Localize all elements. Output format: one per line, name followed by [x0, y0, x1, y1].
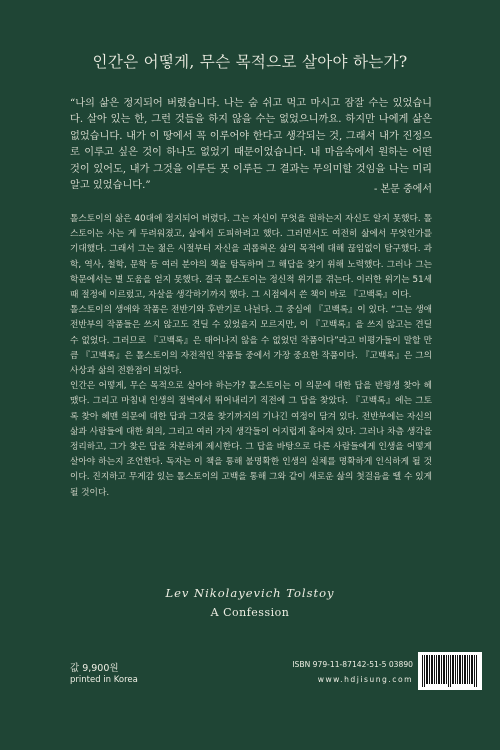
isbn-text: ISBN 979-11-87142-51-5 03890: [292, 660, 413, 669]
author-name-english: Lev Nikolayevich Tolstoy: [165, 586, 335, 600]
barcode-icon: [418, 652, 482, 690]
publisher-website: www.hdjisung.com: [317, 675, 413, 684]
price-label: 값 9,900원: [70, 663, 119, 674]
title-english: A Confession: [210, 606, 290, 619]
book-quote: “나의 삶은 정지되어 버렸습니다. 나는 숨 쉬고 먹고 마시고 잠잘 수는 있었습니다. 살아 있는 한, 그런 것들을 하지 않을 수는 없었으니까요. 하지만 나에게 삶은 없었습니다. 내가 이 땅에서 꼭 이루어야 한다고 생각되는 것, 그래서 내가 진정으로 이루고 싶은 것이 하나도 없었기 때문이었습니다. 내 마음속에서 원하는 어떤 것이 있어도, 내가 그것을 이루든 못 이루든 그 결과는 무의미할 것임을 나는 미리 알고 있었습니다.”: [70, 98, 432, 192]
description-paragraph: 톨스토이의 삶은 40대에 정지되어 버렸다. 그는 자신이 무엇을 원하는지 자신도 알지 못했다. 톨스토이는 사는 게 두려워졌고, 삶에서 도피하려고 했다. 그러면서도 여전히 삶에서 무엇인가를 기대했다. 그래서 그는 젊은 시절부터 자신을 괴롭혀온 삶의 목적에 대해 끊임없이 탐구했다. 과학, 역사, 철학, 문학 등 여러 분야의 책을 탐독하며 그 해답을 찾기 위해 노력했다. 그러나 그는 학문에서는 별 도움을 얻지 못했다. 결국 톨스토이는 정신적 위기를 겪는다. 이러한 위기는 51세 때 절정에 이르렀고, 자살을 생각하기까지 했다. 그 시점에서 쓴 책이 바로 『고백록』이다.: [70, 214, 432, 301]
description-paragraph: 인간은 어떻게, 무슨 목적으로 살아야 하는가? 톨스토이는 이 의문에 대한 답을 반평생 찾아 헤맸다. 그리고 마침내 인생의 절벽에서 뛰어내리기 직전에 그 답을 찾았다. 『고백록』에는 그토록 찾아 헤맨 의문에 대한 답과 그것을 찾기까지의 기나긴 여정이 담겨 있다. 전반부에는 자신의 삶과 사람들에 대한 회의, 그리고 여러 가지 생각들이 어지럽게 흩어져 있다. 그러나 차츰 생각을 정리하고, 그가 찾은 답을 차분하게 제시한다. 그 답을 바탕으로 다른 사람들에게 인생을 어떻게 살아야 하는지 조언한다. 독자는 이 책을 통해 불명확한 인생의 실체를 명확하게 인식하게 될 것이다. 진지하고 무게감 있는 톨스토이의 고백을 통해 그와 같이 새로운 삶의 첫걸음을 뗄 수 있게 될 것이다.: [70, 381, 432, 498]
cover-headline: 인간은 어떻게, 무슨 목적으로 살아야 하는가?: [92, 53, 408, 71]
book-description: [70, 212, 432, 501]
description-paragraph: 톨스토이의 생애와 작품은 전반기와 후반기로 나뉜다. 그 중심에 『고백록』이 있다. “그는 생애 전반부의 작품들은 쓰지 않고도 견딜 수 있었을지 모르지만, 이 『고백록』을 쓰지 않고는 견딜 수 없었다. 그러므로 『고백록』은 태어나지 않을 수 없었던 작품이다”라고 비평가들이 말할 만큼 『고백록』은 톨스토이의 자전적인 작품들 중에서 가장 중요한 작품이다. 『고백록』은 그의 사상과 삶의 전환점이 되었다.: [70, 305, 432, 377]
printed-in-label: printed in Korea: [70, 675, 138, 685]
quote-source: - 본문 중에서: [373, 184, 432, 195]
